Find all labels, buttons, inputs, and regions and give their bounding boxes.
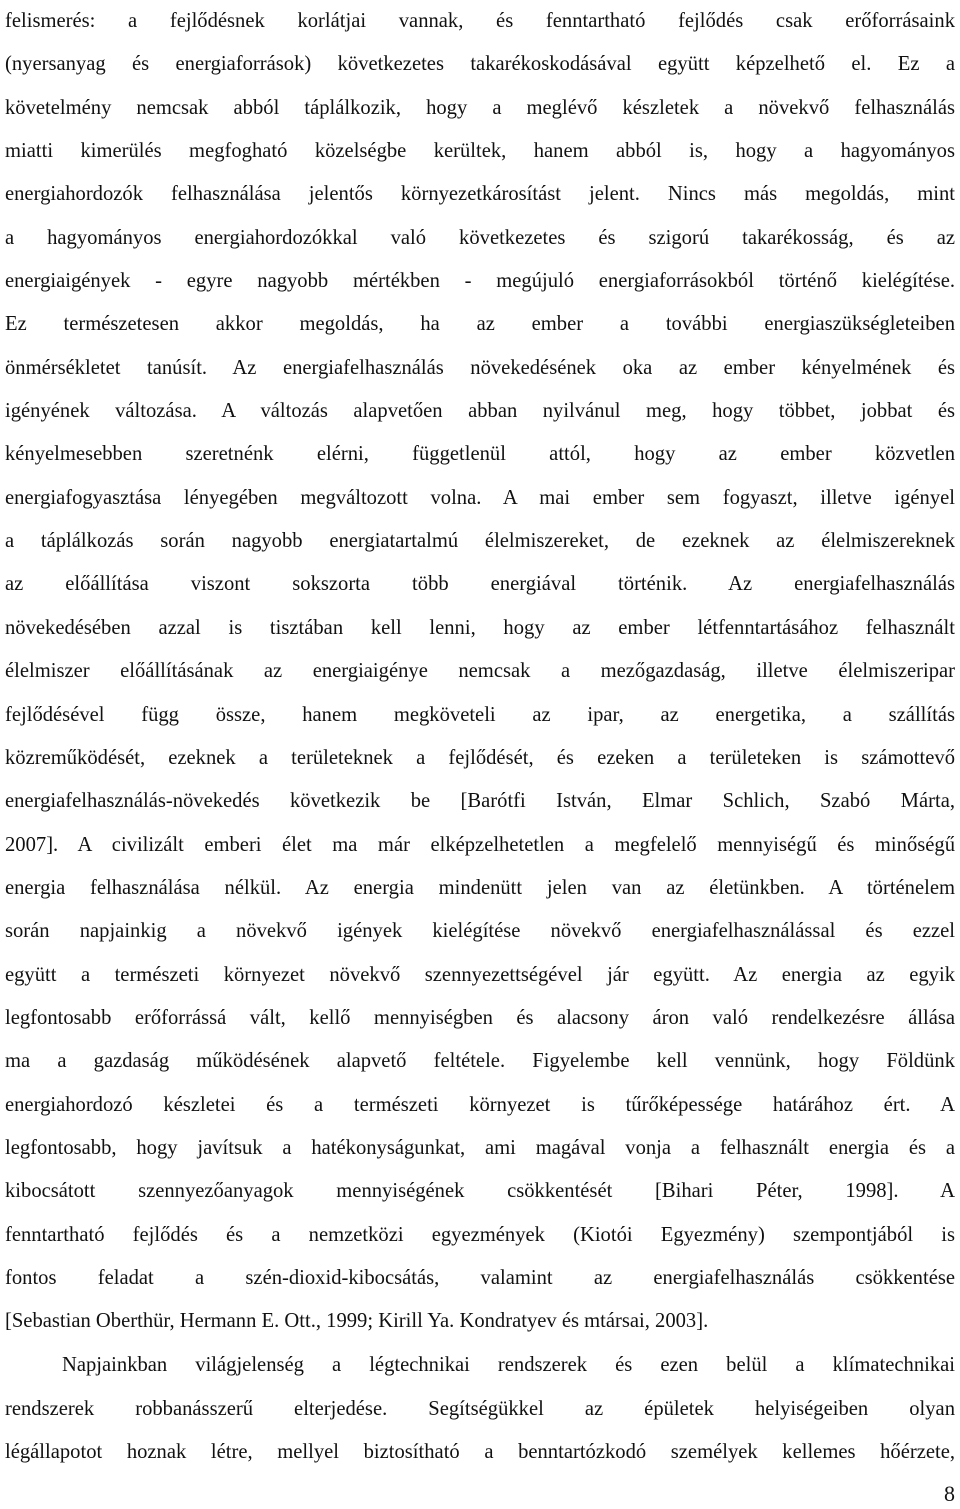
text-line: Ez természetesen akkor megoldás, ha az ember a további energiaszükségleteiben xyxy=(5,313,955,336)
text-line: az előállítása viszont sokszorta több energiával történik. Az energiafelhasználás xyxy=(5,573,955,596)
text-line: fontos feladat a szén-dioxid-kibocsátás, valamint az energiafelhasználás csökkentése xyxy=(5,1266,955,1289)
text-line: energiafelhasználás-növekedés következik be [Barótfi István, Elmar Schlich, Szabó Márta, xyxy=(5,790,955,813)
text-line: fejlődésével függ össze, hanem megköveteli az ipar, az energetika, a szállítás xyxy=(5,703,955,726)
text-line: kibocsátott szennyezőanyagok mennyiségének csökkentését [Bihari Péter, 1998]. A xyxy=(5,1180,955,1203)
text-line: során napjainkig a növekvő igények kielégítése növekvő energiafelhasználással és ezzel xyxy=(5,920,955,943)
text-line: energiahordozók felhasználása jelentős környezetkárosítást jelent. Nincs más megoldás, mint xyxy=(5,183,955,206)
text-line: légállapotot hoznak létre, mellyel biztosítható a benntartózkodó személyek kellemes hőérzete, xyxy=(5,1440,955,1463)
paragraph-2 xyxy=(5,1344,955,1474)
text-line: ma a gazdaság működésének alapvető feltétele. Figyelembe kell vennünk, hogy Földünk xyxy=(5,1050,955,1073)
text-line: 2007]. A civilizált emberi élet ma már elképzelhetetlen a megfelelő mennyiségű és minőségű xyxy=(5,833,955,856)
text-line: miatti kimerülés megfogható közelségbe kerültek, hanem abból is, hogy a hagyományos xyxy=(5,140,955,163)
text-line: közreműködését, ezeknek a területeknek a fejlődését, és ezeken a területeken is számottevő xyxy=(5,746,955,769)
text-line: élelmiszer előállításának az energiaigénye nemcsak a mezőgazdaság, illetve élelmiszeripar xyxy=(5,660,955,683)
text-line: a táplálkozás során nagyobb energiatartalmú élelmiszereket, de ezeknek az élelmiszereknek xyxy=(5,530,955,553)
text-line: felismerés: a fejlődésnek korlátjai vannak, és fenntartható fejlődés csak erőforrásaink xyxy=(5,10,955,32)
page-number: 8 xyxy=(944,1481,955,1506)
text-line: legfontosabb, hogy javítsuk a hatékonyságunkat, ami magával vonja a felhasznált energia és a xyxy=(5,1136,955,1159)
text-line: energiafogyasztása lényegében megváltozott volna. A mai ember sem fogyaszt, illetve igényel xyxy=(5,486,955,509)
body-text xyxy=(5,0,955,1474)
text-line: energiahordozó készletei és a természeti környezet is tűrőképessége határához ért. A xyxy=(5,1093,955,1116)
text-line: önmérsékletet tanúsít. Az energiafelhasználás növekedésének oka az ember kényelmének és xyxy=(5,356,955,379)
text-line: a hagyományos energiahordozókkal való következetes és szigorú takarékosság, és az xyxy=(5,226,955,249)
text-line: (nyersanyag és energiaforrások) következetes takarékoskodásával együtt képzelhető el. Ez a xyxy=(5,53,955,76)
text-line: kényelmesebben szeretnénk elérni, függetlenül attól, hogy az ember közvetlen xyxy=(5,443,955,466)
text-line: [Sebastian Oberthür, Hermann E. Ott., 1999; Kirill Ya. Kondratyev és mtársai, 2003]. xyxy=(5,1310,709,1333)
text-line: követelmény nemcsak abból táplálkozik, hogy a meglévő készletek a növekvő felhasználás xyxy=(5,96,955,119)
text-line: igényének változása. A változás alapvetően abban nyilvánul meg, hogy többet, jobbat és xyxy=(5,400,955,423)
text-line: energiaigények - egyre nagyobb mértékben - megújuló energiaforrásokból történő kielégítése. xyxy=(5,270,955,293)
paragraph-1 xyxy=(5,0,955,1344)
text-line: rendszerek robbanásszerű elterjedése. Segítségükkel az épületek helyiségeiben olyan xyxy=(5,1397,955,1420)
text-line: fenntartható fejlődés és a nemzetközi egyezmények (Kiotói Egyezmény) szempontjából is xyxy=(5,1223,955,1246)
text-line: energia felhasználása nélkül. Az energia mindenütt jelen van az életünkben. A történelem xyxy=(5,876,955,899)
text-line: Napjainkban világjelenség a légtechnikai rendszerek és ezen belül a klímatechnikai xyxy=(62,1354,955,1377)
text-line: növekedésében azzal is tisztában kell lenni, hogy az ember létfenntartásához felhasznált xyxy=(5,616,955,639)
text-line: legfontosabb erőforrássá vált, kellő mennyiségben és alacsony áron való rendelkezésre állása xyxy=(5,1006,955,1029)
text-line: együtt a természeti környezet növekvő szennyezettségével jár együtt. Az energia az egyik xyxy=(5,963,955,986)
